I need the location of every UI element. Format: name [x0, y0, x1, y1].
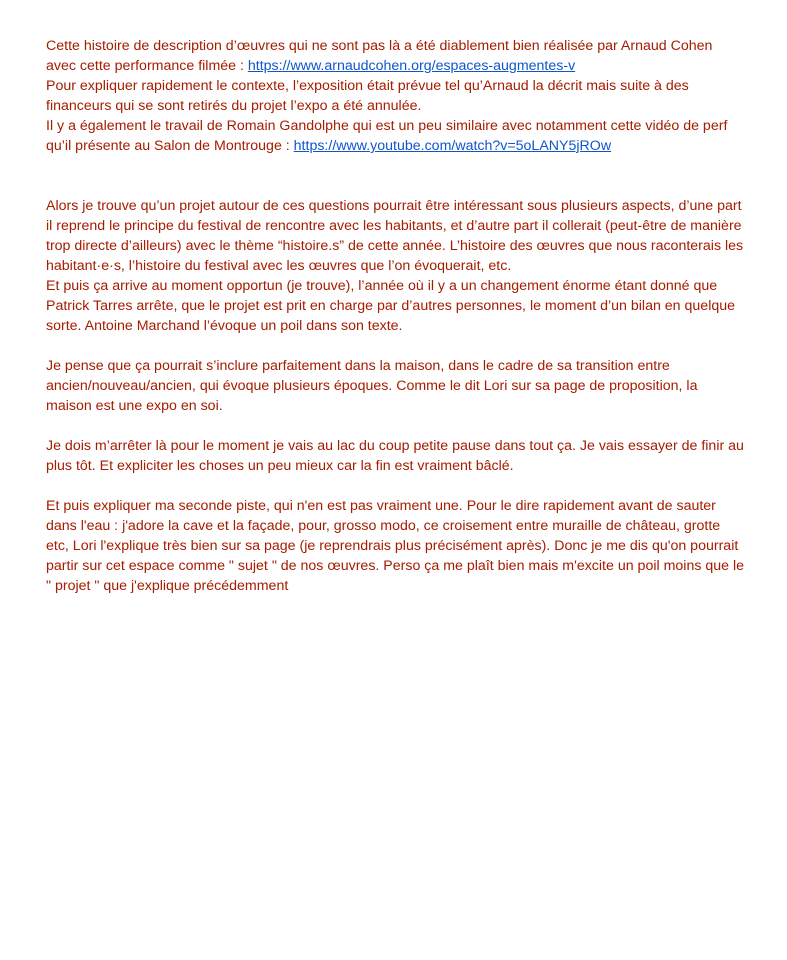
document-body	[46, 36, 746, 596]
youtube-link[interactable]: https://www.youtube.com/watch?v=5oLANY5jROw	[293, 138, 612, 154]
spacer	[46, 336, 746, 356]
arnaud-cohen-link[interactable]: https://www.arnaudcohen.org/espaces-augmentes-v	[247, 58, 576, 74]
paragraph-text: Cette histoire de description d’œuvres qui ne sont pas là a été diablement bien réalisée par Arnaud Cohen avec cette performance filmée :	[46, 38, 713, 74]
paragraph-text: Il y a également le travail de Romain Gandolphe qui est un peu similaire avec notamment cette vidéo de perf qu’il présente au Salon de Montrouge :	[46, 118, 728, 154]
paragraph-house: Je pense que ça pourrait s’inclure parfaitement dans la maison, dans le cadre de sa transition entre ancien/nouveau/ancien, qui évoque plusieurs époques. Comme le dit Lori sur sa page de proposition, la maison est une expo en soi.	[46, 358, 698, 414]
paragraph-second-track: Et puis expliquer ma seconde piste, qui n'en est pas vraiment une. Pour le dire rapidement avant de sauter dans l'eau : j'adore la cave et la façade, pour, grosso modo, ce croisement entre muraille de château, grotte etc, Lori l'explique très bien sur sa page (je reprendrais plus précisément après). Donc je me dis qu'on pourrait partir sur cet espace comme " sujet " de nos œuvres. Perso ça me plaît bien mais m'excite un poil moins que le " projet " que j'explique précédemment	[46, 498, 745, 594]
spacer	[46, 416, 746, 436]
paragraph-timing: Et puis ça arrive au moment opportun (je trouve), l’année où il y a un changement énorme étant donné que Patrick Tarres arrête, que le projet est prit en charge par d’autres personnes, le moment d’un bilan en quelque sorte. Antoine Marchand l’évoque un poil dans son texte.	[46, 278, 736, 334]
paragraph-pause: Je dois m’arrêter là pour le moment je vais au lac du coup petite pause dans tout ça. Je vais essayer de finir au plus tôt. Et expliciter les choses un peu mieux car la fin est vraiment bâclé.	[46, 438, 744, 474]
paragraph-context: Pour expliquer rapidement le contexte, l’exposition était prévue tel qu’Arnaud la décrit mais suite à des financeurs qui se sont retirés du projet l’expo a été annulée.	[46, 78, 689, 114]
spacer	[46, 156, 746, 196]
paragraph-arnaud-cohen	[46, 36, 746, 76]
paragraph-romain-gandolphe	[46, 116, 746, 156]
spacer	[46, 476, 746, 496]
paragraph-project-interest: Alors je trouve qu’un projet autour de ces questions pourrait être intéressant sous plusieurs aspects, d’une part il reprend le principe du festival de rencontre avec les habitants, et d’autre part il collerait (peut-être de manière trop directe d’ailleurs) avec le thème “histoire.s” de cette année. L’histoire des œuvres que nous raconterais les habitant·e·s, l’histoire du festival avec les œuvres que l’on évoquerait, etc.	[46, 198, 744, 274]
